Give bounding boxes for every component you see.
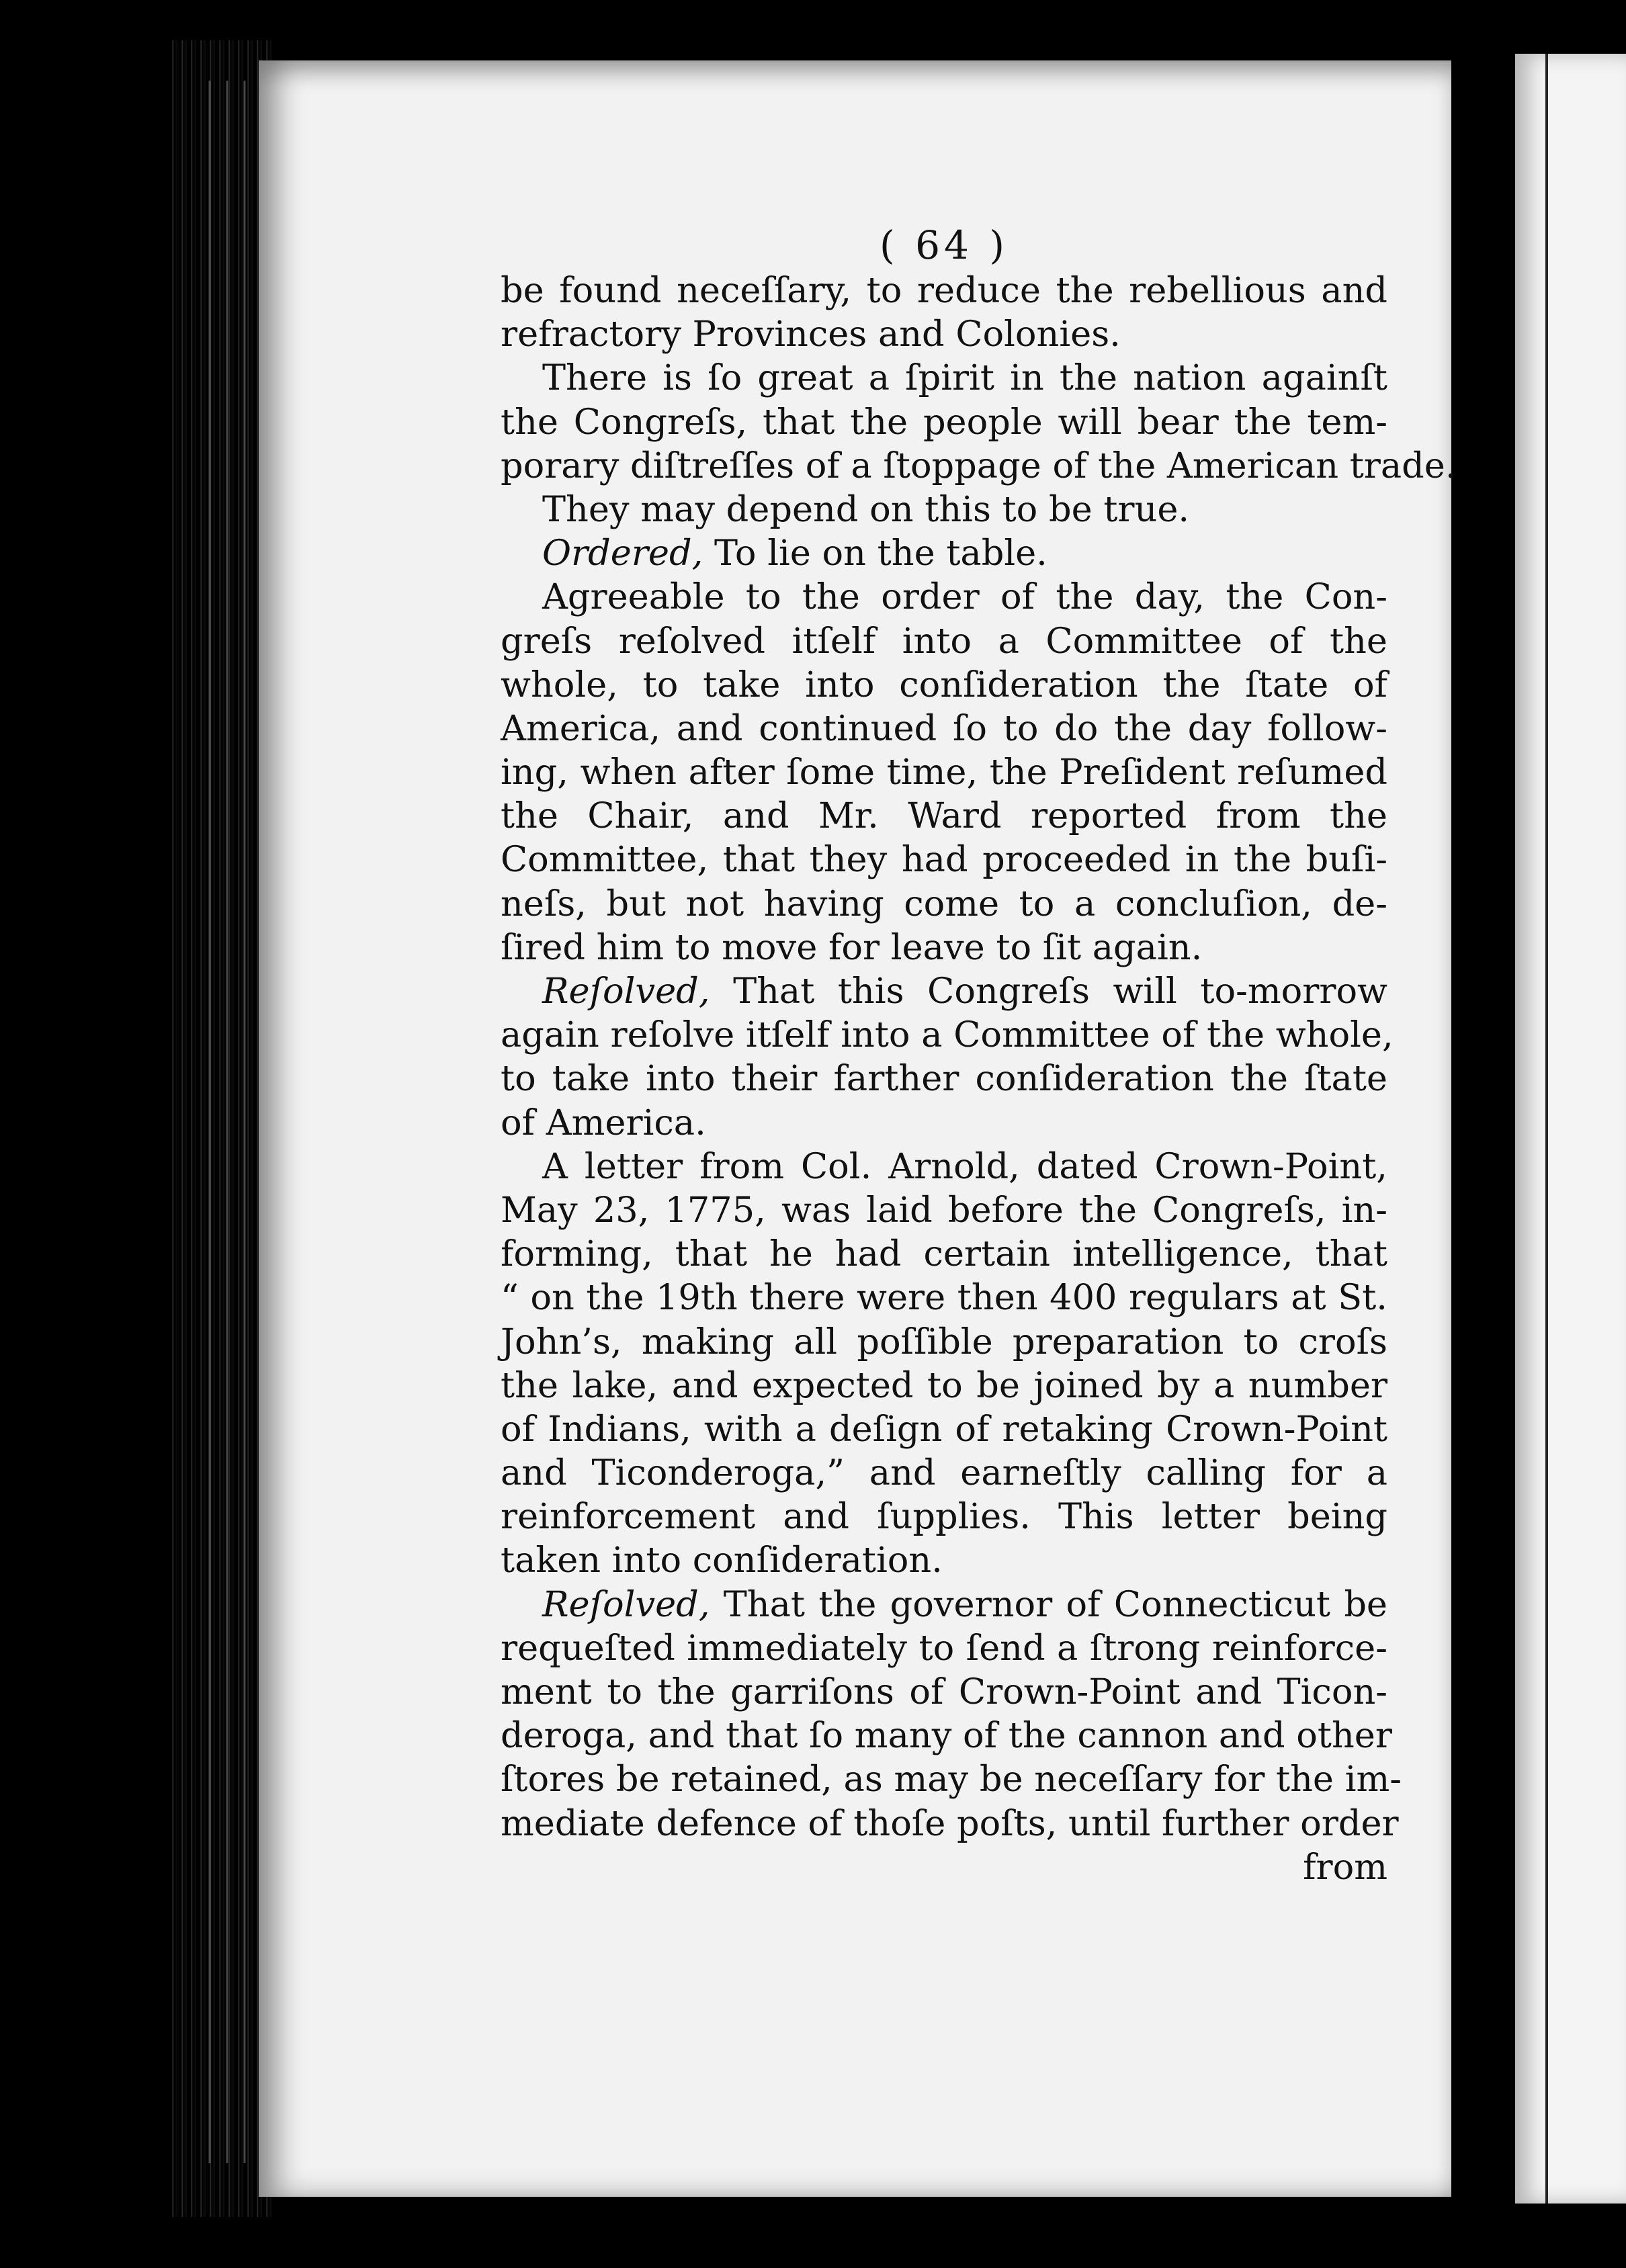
text-line xyxy=(501,1013,1394,1057)
line-text: mediate defence of thoſe poſts, until further order xyxy=(501,1802,1399,1844)
text-line xyxy=(501,750,1387,794)
line-text: the lake, and expected to be joined by a number xyxy=(501,1364,1387,1406)
line-text: America, and continued ſo to do the day follow- xyxy=(501,707,1387,749)
text-line xyxy=(501,1057,1387,1100)
text-line xyxy=(501,707,1387,750)
text-line xyxy=(501,1670,1387,1714)
line-text: requeſted immediately to ſend a ſtrong reinforce- xyxy=(501,1627,1387,1669)
line-text: ſtores be retained, as may be neceſſary for the im- xyxy=(501,1759,1402,1800)
line-text: and Ticonderoga,” and earneſtly calling for a xyxy=(501,1452,1387,1494)
line-text: To lie on the table. xyxy=(703,533,1047,574)
line-text: neſs, but not having come to a concluſion, de- xyxy=(501,883,1387,924)
text-line xyxy=(501,1407,1387,1451)
text-line xyxy=(501,1538,1387,1582)
line-text: ſired him to move for leave to ſit again. xyxy=(501,926,1203,968)
italic-lead: Reſolved, xyxy=(542,971,710,1012)
text-line xyxy=(501,1802,1399,1845)
line-text: “ on the 19th there were then 400 regulars at St. xyxy=(501,1277,1387,1319)
text-line xyxy=(501,269,1387,312)
line-text: They may depend on this to be true. xyxy=(542,488,1190,530)
text-line xyxy=(501,1364,1387,1407)
text-line xyxy=(501,794,1387,838)
page-number: ( 64 ) xyxy=(880,222,1009,268)
text-line xyxy=(501,531,1387,575)
text-line xyxy=(501,1845,1387,1889)
line-text: forming, that he had certain intelligence, that xyxy=(501,1233,1387,1275)
line-text: That the governor of Connecticut be xyxy=(710,1583,1387,1625)
text-line xyxy=(501,1714,1392,1757)
line-text: refractory Provinces and Colonies. xyxy=(501,314,1121,355)
text-line xyxy=(501,400,1387,444)
line-text: taken into conſideration. xyxy=(501,1540,943,1581)
text-line xyxy=(501,1276,1387,1319)
text-line xyxy=(501,1495,1387,1538)
text-line xyxy=(501,1626,1387,1670)
line-text: A letter from Col. Arnold, dated Crown-Point, xyxy=(542,1145,1387,1187)
page-gutter xyxy=(1451,40,1512,2230)
text-line xyxy=(501,1101,1387,1145)
text-line xyxy=(501,1320,1387,1364)
line-text: again reſolve itſelf into a Committee of the whole, xyxy=(501,1014,1394,1056)
text-line xyxy=(501,619,1387,663)
text-line xyxy=(501,575,1387,619)
line-text: the Congreſs, that the people will bear the tem- xyxy=(501,401,1387,443)
line-text: greſs reſolved itſelf into a Committee of the xyxy=(501,620,1387,662)
line-text: ing, when after ſome time, the Preſident reſumed xyxy=(501,752,1387,793)
italic-lead: Reſolved, xyxy=(542,1583,710,1625)
text-line xyxy=(501,882,1387,926)
line-text: Agreeable to the order of the day, the Con- xyxy=(542,576,1387,618)
binding-texture xyxy=(202,81,255,2163)
line-text: deroga, and that ſo many of the cannon and other xyxy=(501,1715,1392,1757)
text-line xyxy=(501,1451,1387,1495)
line-text: whole, to take into conſideration the ſtate of xyxy=(501,664,1387,705)
text-line xyxy=(501,838,1387,881)
text-line xyxy=(501,1188,1387,1232)
text-line xyxy=(501,444,1457,488)
line-text: be found neceſſary, to reduce the rebellious and xyxy=(501,270,1387,311)
line-text: Committee, that they had proceeded in the buſi- xyxy=(501,839,1387,881)
text-line xyxy=(501,488,1387,531)
line-text: John’s, making all poſſible preparation to croſs xyxy=(501,1321,1387,1362)
text-line xyxy=(501,1232,1387,1276)
text-line xyxy=(501,312,1387,356)
line-text: That this Congreſs will to-morrow xyxy=(710,971,1387,1012)
line-text: ment to the garriſons of Crown-Point and Ticon- xyxy=(501,1671,1387,1712)
text-line xyxy=(501,663,1387,707)
italic-lead: Ordered, xyxy=(542,533,703,574)
text-line xyxy=(501,1145,1387,1188)
line-text: to take into their farther conſideration the ſtate xyxy=(501,1058,1387,1100)
text-line xyxy=(501,356,1387,400)
line-text: of Indians, with a deſign of retaking Crown-Point xyxy=(501,1408,1387,1450)
text-line xyxy=(501,969,1387,1013)
text-line xyxy=(501,926,1387,969)
line-text: porary diſtreſſes of a ſtoppage of the American trade. xyxy=(501,445,1457,486)
body-text xyxy=(501,269,1457,1889)
line-text: May 23, 1775, was laid before the Congreſs, in- xyxy=(501,1189,1387,1231)
line-text: from xyxy=(1303,1846,1387,1888)
line-text: reinforcement and ſupplies. This letter being xyxy=(501,1496,1387,1538)
text-line xyxy=(501,1757,1402,1801)
text-line xyxy=(501,1583,1387,1626)
line-text: There is ſo great a ſpirit in the nation againſt xyxy=(542,357,1387,399)
adjacent-page-edge xyxy=(1545,54,1548,2204)
adjacent-page-sliver xyxy=(1515,54,1626,2204)
line-text: of America. xyxy=(501,1102,706,1143)
page-text-block xyxy=(501,222,1457,1889)
line-text: the Chair, and Mr. Ward reported from the xyxy=(501,795,1387,837)
